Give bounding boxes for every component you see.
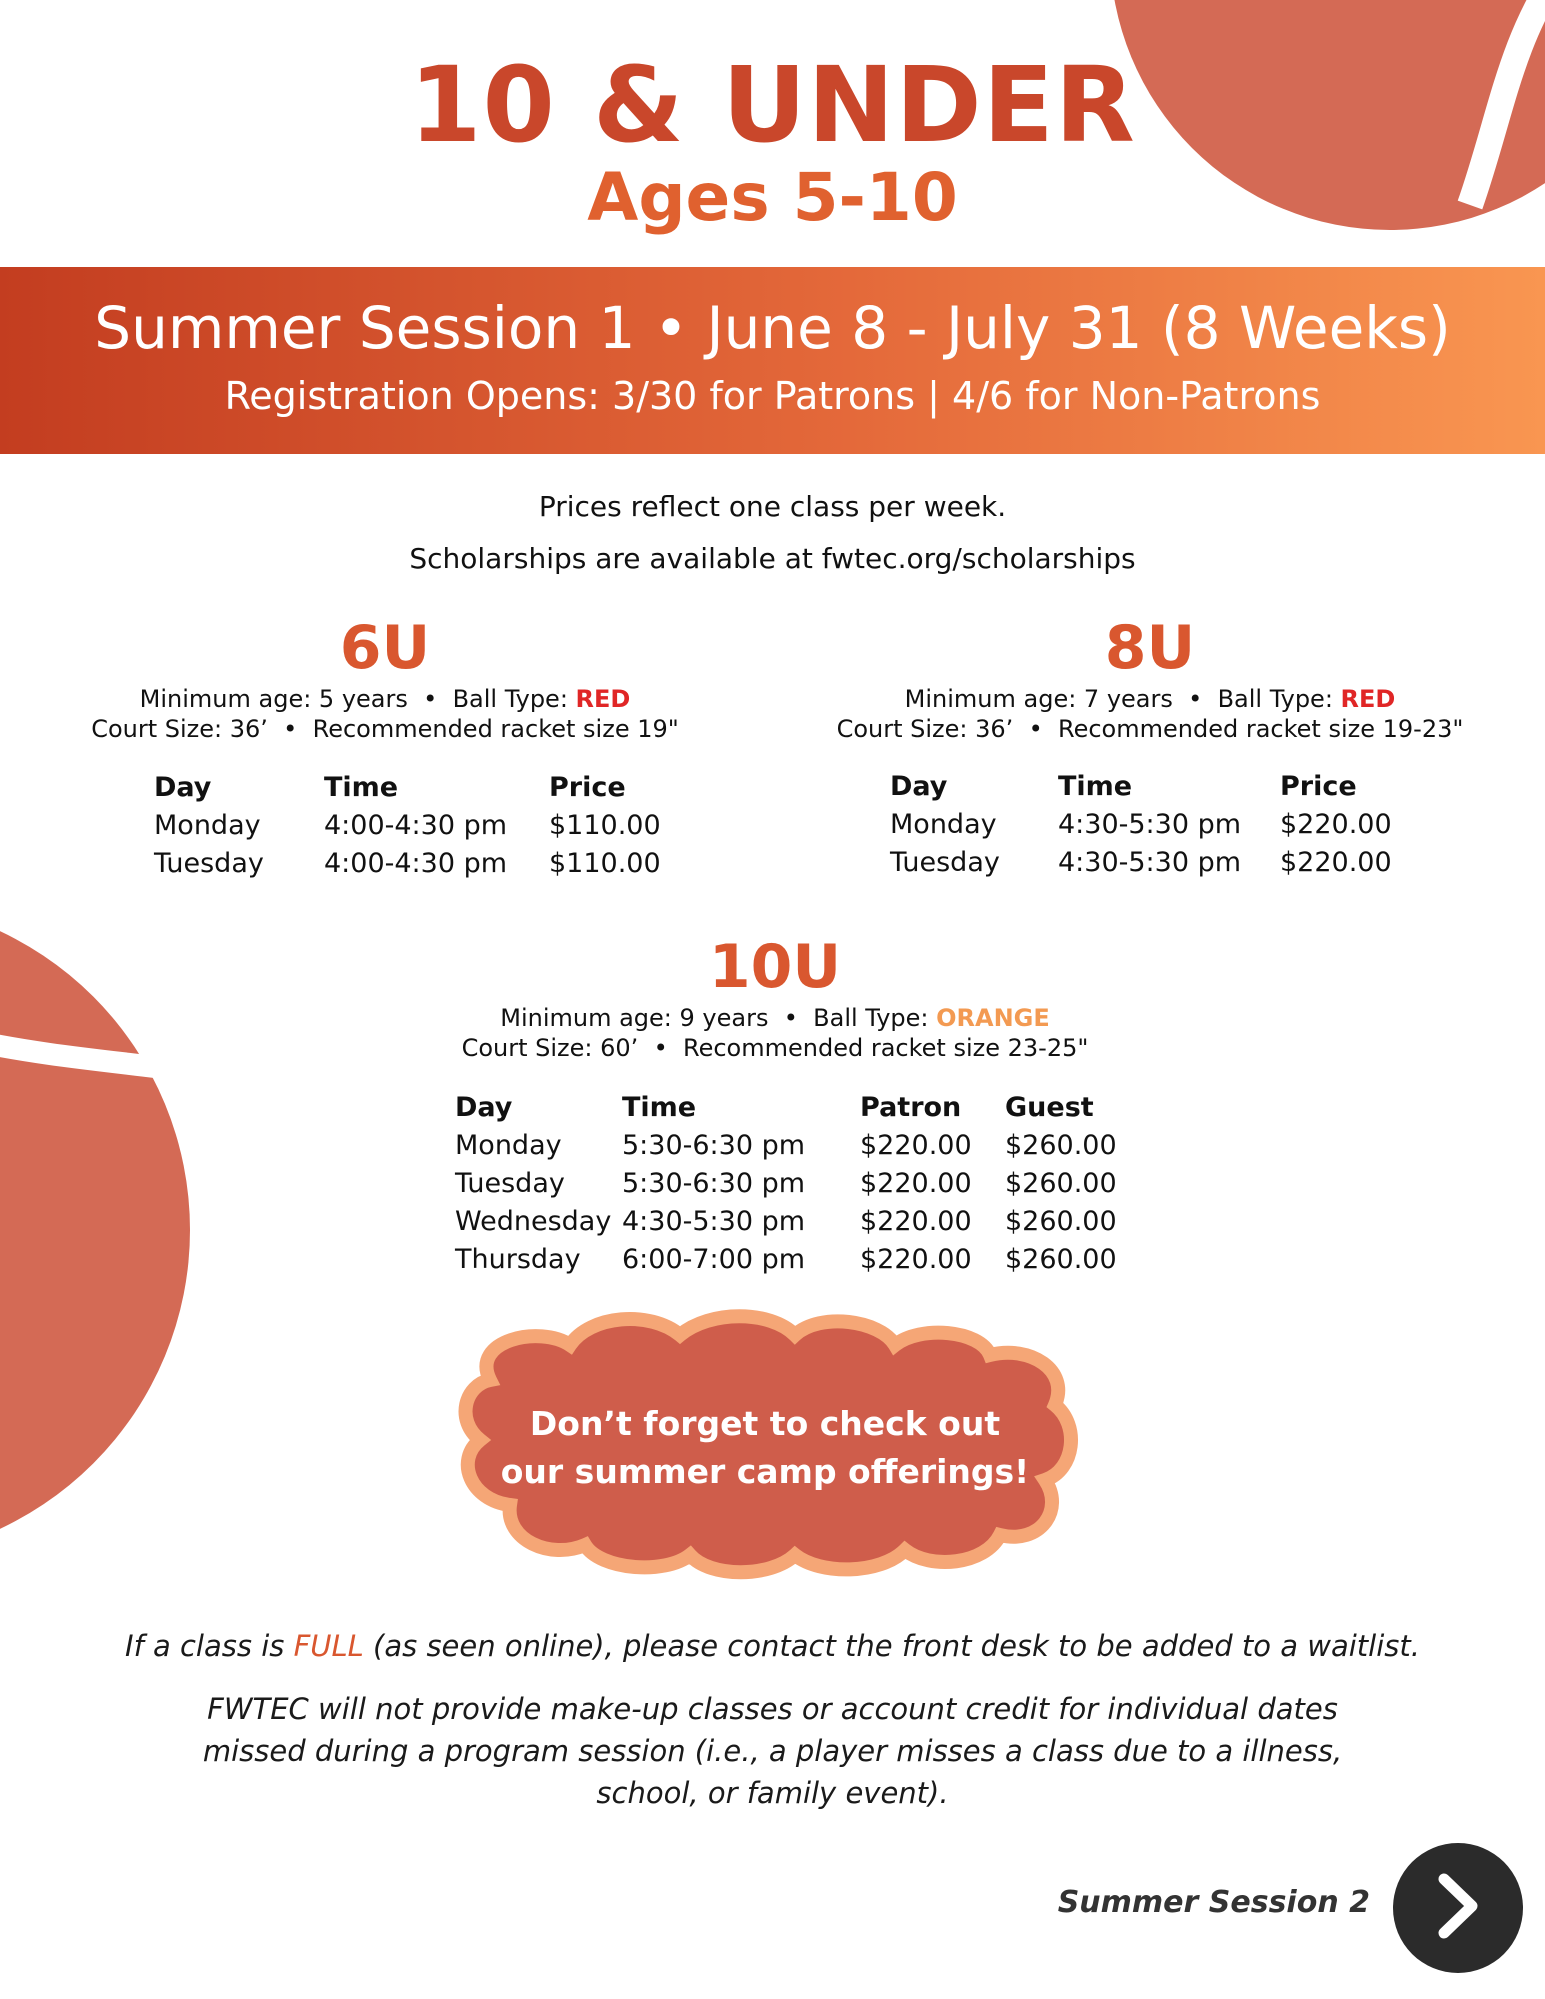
- racket-size: Recommended racket size 19-23": [1058, 715, 1464, 743]
- next-session-label[interactable]: Summer Session 2: [1057, 1885, 1370, 1920]
- session-title: Summer Session 1 • June 8 - July 31 (8 Weeks): [94, 294, 1451, 362]
- page-title: 10 & UNDER: [409, 44, 1136, 166]
- program-title: 8U: [1104, 613, 1196, 683]
- full-status-word: FULL: [293, 1629, 364, 1663]
- next-session-button[interactable]: [1393, 1843, 1523, 1973]
- price-cell: $220.00: [1280, 846, 1392, 878]
- table-row: [455, 1164, 1135, 1202]
- price-cell: $110.00: [549, 847, 661, 879]
- separator-dot: •: [645, 1034, 683, 1062]
- time-cell: 4:00-4:30 pm: [324, 847, 508, 879]
- program-10u: [430, 932, 1120, 1063]
- ball-type-value: ORANGE: [936, 1004, 1050, 1032]
- table-header-row: [890, 767, 1430, 805]
- day-cell: Wednesday: [455, 1205, 612, 1237]
- min-age: Minimum age: 7 years: [904, 685, 1173, 713]
- pricing-note: Prices reflect one class per week.: [538, 490, 1007, 523]
- table-header-row: [154, 768, 699, 806]
- time-cell: 4:30-5:30 pm: [622, 1205, 806, 1237]
- makeup-line: missed during a program session (i.e., a player misses a class due to a illness,: [202, 1734, 1343, 1768]
- price-cell: $110.00: [549, 809, 661, 841]
- makeup-policy-note: [0, 1688, 1545, 1814]
- separator-dot: •: [1020, 715, 1058, 743]
- day-cell: Tuesday: [455, 1167, 565, 1199]
- table-row: [455, 1202, 1135, 1240]
- separator-dot: •: [776, 1004, 814, 1032]
- ball-type-value: RED: [1340, 685, 1396, 713]
- table-row: [890, 843, 1430, 881]
- min-age: Minimum age: 5 years: [139, 685, 408, 713]
- table-row: [455, 1126, 1135, 1164]
- ball-type-label: Ball Type:: [1217, 685, 1341, 713]
- table-row: [455, 1240, 1135, 1278]
- racket-size: Recommended racket size 23-25": [683, 1034, 1089, 1062]
- time-cell: 5:30-6:30 pm: [622, 1129, 806, 1161]
- separator-dot: •: [415, 685, 453, 713]
- court-size: Court Size: 60’: [461, 1034, 639, 1062]
- program-info-line2: [430, 1033, 1120, 1063]
- program-info-line2: [70, 714, 700, 744]
- day-cell: Tuesday: [154, 847, 264, 879]
- day-cell: Thursday: [455, 1243, 581, 1275]
- summer-camp-callout[interactable]: [460, 1400, 1070, 1496]
- program-info-line1: [800, 684, 1500, 714]
- makeup-line: FWTEC will not provide make-up classes or account credit for individual dates: [207, 1692, 1338, 1726]
- day-cell: Monday: [890, 808, 997, 840]
- ball-type-label: Ball Type:: [452, 685, 576, 713]
- column-header-day: Day: [455, 1091, 513, 1123]
- patron-price-cell: $220.00: [860, 1243, 972, 1275]
- separator-dot: •: [275, 715, 313, 743]
- table-row: [890, 805, 1430, 843]
- schedule-table-6u: [154, 768, 699, 882]
- chevron-right-icon: [1428, 1871, 1488, 1945]
- court-size: Court Size: 36’: [836, 715, 1014, 743]
- time-cell: 6:00-7:00 pm: [622, 1243, 806, 1275]
- tennis-ball-decoration-left: [0, 900, 190, 1560]
- program-title: 10U: [708, 932, 842, 1002]
- program-8u: [800, 613, 1500, 744]
- time-cell: 4:30-5:30 pm: [1058, 808, 1242, 840]
- column-header-day: Day: [154, 771, 212, 803]
- min-age: Minimum age: 9 years: [500, 1004, 769, 1032]
- session-banner: [0, 267, 1545, 454]
- program-info-line1: [70, 684, 700, 714]
- day-cell: Tuesday: [890, 846, 1000, 878]
- separator-dot: •: [1180, 685, 1218, 713]
- callout-line2: our summer camp offerings!: [500, 1452, 1030, 1491]
- waitlist-text-start: If a class is: [125, 1629, 294, 1663]
- makeup-line: school, or family event).: [596, 1776, 949, 1810]
- table-header-row: [455, 1088, 1135, 1126]
- table-row: [154, 844, 699, 882]
- guest-price-cell: $260.00: [1005, 1205, 1117, 1237]
- time-cell: 5:30-6:30 pm: [622, 1167, 806, 1199]
- column-header-time: Time: [1058, 770, 1133, 802]
- column-header-guest: Guest: [1005, 1091, 1094, 1123]
- schedule-table-8u: [890, 767, 1430, 881]
- program-6u: [70, 613, 700, 744]
- registration-dates: Registration Opens: 3/30 for Patrons | 4/6 for Non-Patrons: [224, 373, 1321, 418]
- patron-price-cell: $220.00: [860, 1167, 972, 1199]
- column-header-patron: Patron: [860, 1091, 962, 1123]
- price-cell: $220.00: [1280, 808, 1392, 840]
- column-header-day: Day: [890, 770, 948, 802]
- guest-price-cell: $260.00: [1005, 1129, 1117, 1161]
- schedule-table-10u: [455, 1088, 1135, 1278]
- program-info-line2: [800, 714, 1500, 744]
- day-cell: Monday: [455, 1129, 562, 1161]
- court-size: Court Size: 36’: [91, 715, 268, 743]
- table-row: [154, 806, 699, 844]
- program-title: 6U: [339, 613, 431, 683]
- racket-size: Recommended racket size 19": [312, 715, 679, 743]
- patron-price-cell: $220.00: [860, 1129, 972, 1161]
- waitlist-text-end: (as seen online), please contact the front desk to be added to a waitlist.: [363, 1629, 1420, 1663]
- guest-price-cell: $260.00: [1005, 1243, 1117, 1275]
- time-cell: 4:00-4:30 pm: [324, 809, 508, 841]
- day-cell: Monday: [154, 809, 261, 841]
- ball-type-value: RED: [575, 685, 631, 713]
- patron-price-cell: $220.00: [860, 1205, 972, 1237]
- age-range-subtitle: Ages 5-10: [587, 159, 958, 236]
- scholarship-note: Scholarships are available at fwtec.org/scholarships: [409, 542, 1136, 575]
- ball-type-label: Ball Type:: [813, 1004, 937, 1032]
- guest-price-cell: $260.00: [1005, 1167, 1117, 1199]
- column-header-time: Time: [324, 771, 399, 803]
- time-cell: 4:30-5:30 pm: [1058, 846, 1242, 878]
- waitlist-note: [0, 1625, 1545, 1667]
- column-header-price: Price: [1280, 770, 1357, 802]
- column-header-price: Price: [549, 771, 626, 803]
- program-info-line1: [430, 1003, 1120, 1033]
- column-header-time: Time: [622, 1091, 697, 1123]
- callout-line1: Don’t forget to check out: [529, 1404, 1001, 1443]
